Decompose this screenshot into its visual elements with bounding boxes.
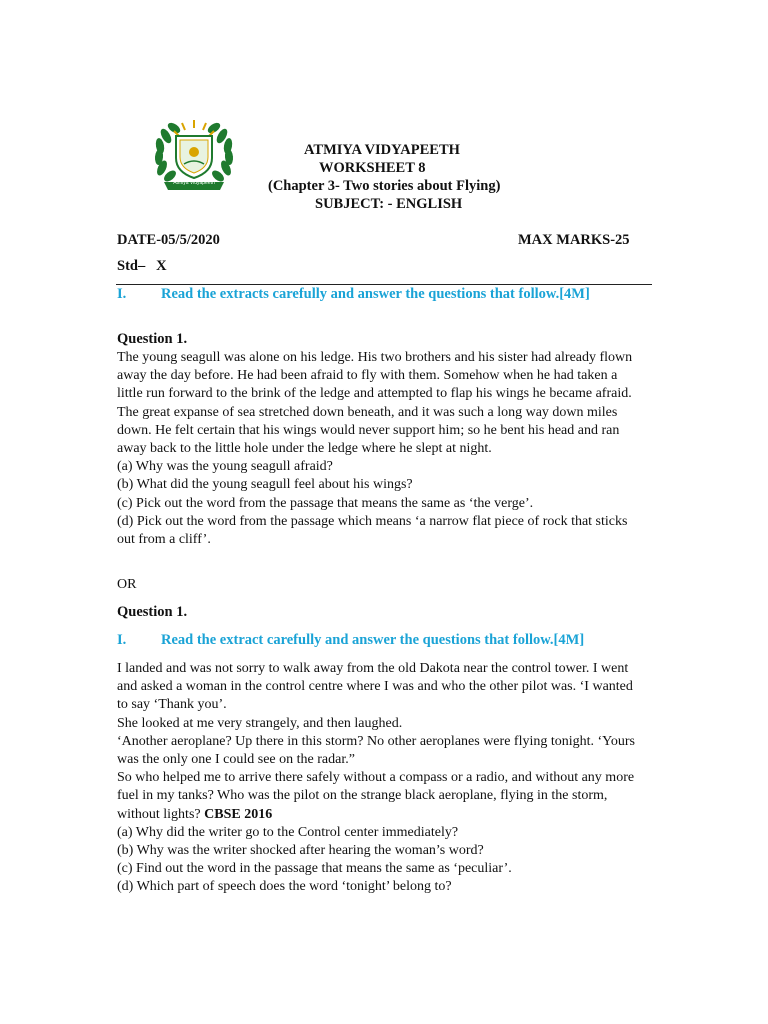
header-divider [116, 284, 652, 285]
passage-line: away back to the little hole under the ledge where he slept at night. [117, 441, 492, 457]
passage-line: to say ‘Thank you’. [117, 697, 227, 713]
passage-line: ‘Another aeroplane? Up there in this storm? No other aeroplanes were flying tonight. ‘Yours [117, 733, 635, 749]
question-item: out from a cliff’. [117, 532, 211, 548]
source-tag: CBSE 2016 [204, 806, 273, 822]
chapter-title: (Chapter 3- Two stories about Flying) [268, 178, 501, 194]
passage-line-last [117, 806, 657, 824]
passage-line: was the only one I could see on the radar.” [117, 752, 355, 768]
worksheet-title: WORKSHEET 8 [319, 160, 426, 176]
section-instruction-text: Read the extracts carefully and answer the questions that follow.[4M] [161, 286, 590, 302]
logo-caption: Atmiya Vidyapeeth [173, 180, 215, 186]
question-item: (a) Why did the writer go to the Control center immediately? [117, 824, 459, 840]
question-item: (c) Find out the word in the passage that means the same as ‘peculiar’. [117, 861, 512, 877]
section-number-alt: I. [117, 632, 127, 648]
passage-line: fuel in my tanks? Who was the pilot on the strange black aeroplane, flying in the storm, [117, 788, 608, 804]
question-item: (c) Pick out the word from the passage that means the same as ‘the verge’. [117, 495, 534, 511]
question-item: (b) What did the young seagull feel about his wings? [117, 477, 413, 493]
or-label: OR [117, 577, 137, 592]
passage-line: So who helped me to arrive there safely without a compass or a radio, and without any more [117, 770, 635, 786]
question-title-alt: Question 1. [117, 604, 188, 620]
passage-line: and asked a woman in the control centre where I was and who the other pilot was. ‘I wanted [117, 679, 633, 695]
question-item: (d) Pick out the word from the passage which means ‘a narrow flat piece of rock that sticks [117, 513, 628, 529]
subject-title: SUBJECT: - ENGLISH [315, 196, 463, 212]
question-passage-alt [117, 660, 657, 897]
passage-line: little run forward to the brink of the ledge and attempted to flap his wings he became afraid. [117, 386, 632, 402]
school-name: ATMIYA VIDYAPEETH [304, 142, 460, 158]
passage-line: I landed and was not sorry to walk away from the old Dakota near the control tower. I went [117, 661, 629, 676]
question-title: Question 1. [117, 331, 188, 347]
school-logo [150, 112, 238, 198]
std-label: Std– X [117, 258, 167, 274]
passage-line: The great expanse of sea stretched down beneath, and it was such a long way down miles [117, 404, 618, 420]
passage-line: The young seagull was alone on his ledge. His two brothers and his sister had already flown [117, 350, 633, 365]
passage-last-text: without lights? [117, 806, 201, 822]
section-number: I. [117, 286, 127, 302]
passage-line: away the day before. He had been afraid to fly with them. Somehow when he had taken a [117, 368, 618, 384]
question-item: (b) Why was the writer shocked after hearing the woman’s word? [117, 843, 484, 859]
date-label: DATE-05/5/2020 [117, 232, 220, 248]
section-instruction-text-alt: Read the extract carefully and answer the questions that follow.[4M] [161, 632, 585, 648]
max-marks-label: MAX MARKS-25 [518, 232, 630, 248]
question-item: (d) Which part of speech does the word ‘tonight’ belong to? [117, 879, 452, 895]
passage-line: down. He felt certain that his wings would never support him; so he bent his head and ran [117, 422, 620, 438]
question-item: (a) Why was the young seagull afraid? [117, 459, 333, 475]
question-passage [117, 349, 657, 549]
passage-line: She looked at me very strangely, and then laughed. [117, 715, 403, 731]
